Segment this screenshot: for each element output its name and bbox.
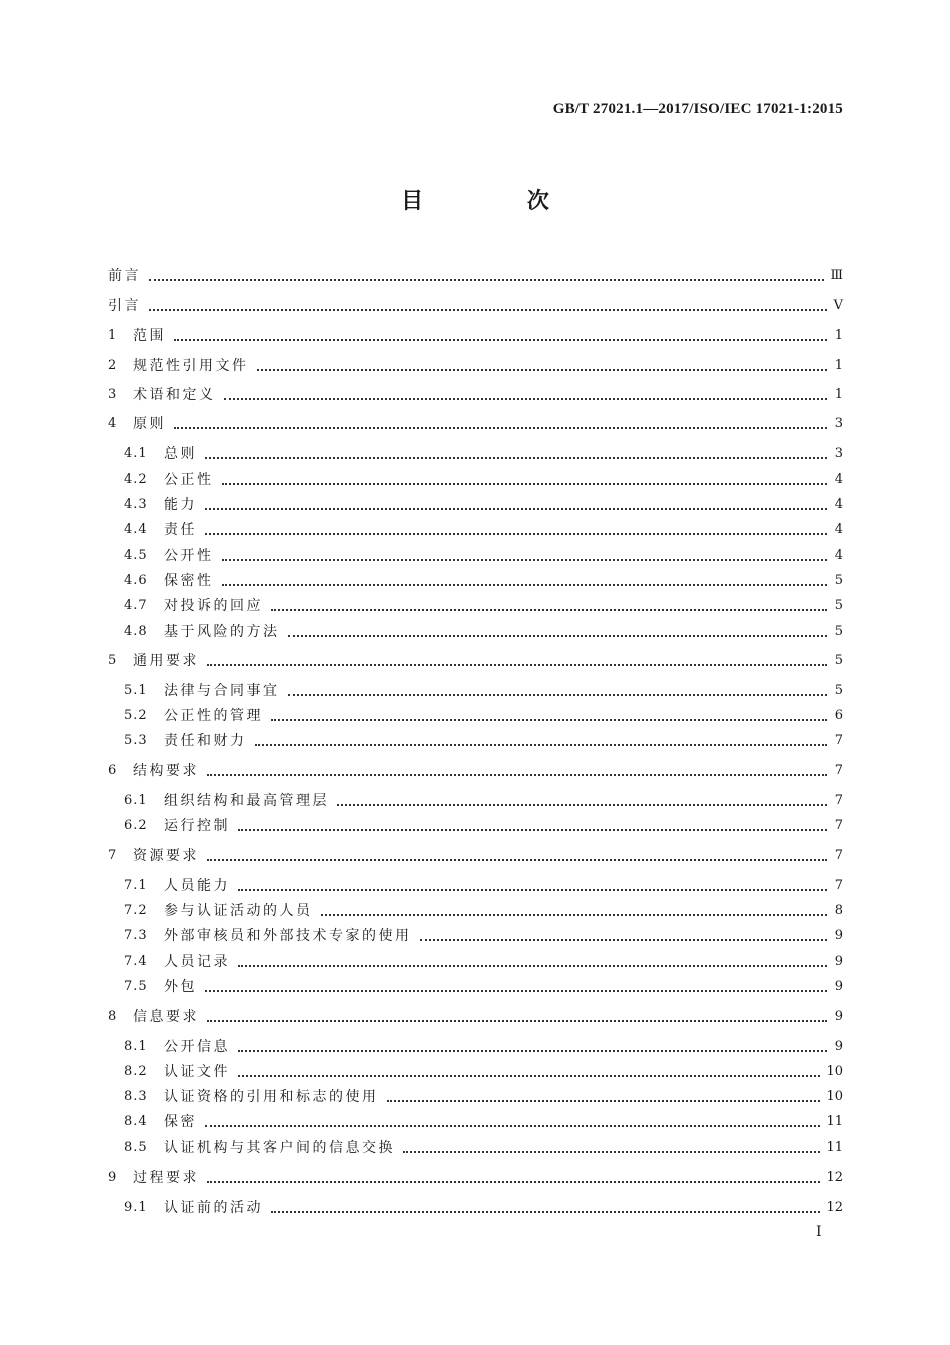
toc-entry-label: 总则 bbox=[164, 446, 197, 462]
toc-leader-dots bbox=[205, 1124, 820, 1127]
toc-entry[interactable] bbox=[124, 546, 843, 566]
toc-entry-label: 责任 bbox=[164, 522, 197, 538]
toc-entry-page: 3 bbox=[834, 446, 843, 461]
toc-entry-number: 8.5 bbox=[124, 1140, 148, 1155]
toc-entry-page: 7 bbox=[834, 733, 843, 748]
toc-entry-label: 人员记录 bbox=[164, 954, 230, 970]
toc-leader-dots bbox=[207, 773, 827, 776]
toc-entry[interactable] bbox=[124, 901, 843, 921]
page-title: 目 次 bbox=[401, 189, 597, 214]
toc-leader-dots bbox=[149, 308, 827, 311]
toc-leader-dots bbox=[288, 693, 828, 696]
toc-entry-page: 4 bbox=[834, 472, 843, 487]
toc-leader-dots bbox=[205, 507, 827, 510]
toc-entry[interactable] bbox=[108, 846, 843, 866]
toc-entry[interactable] bbox=[124, 1138, 843, 1158]
toc-entry-number: 4.5 bbox=[124, 548, 148, 563]
toc-entry[interactable] bbox=[124, 1087, 843, 1107]
toc-entry-number: 5.1 bbox=[124, 683, 148, 698]
toc-leader-dots bbox=[403, 1150, 820, 1153]
toc-entry-label: 责任和财力 bbox=[164, 733, 247, 749]
toc-entry[interactable] bbox=[124, 596, 843, 616]
toc-entry-number: 7.5 bbox=[124, 979, 148, 994]
toc-leader-dots bbox=[207, 663, 827, 666]
toc-leader-dots bbox=[222, 583, 828, 586]
toc-entry-number: 8 bbox=[108, 1009, 118, 1024]
toc-entry[interactable] bbox=[124, 681, 843, 701]
toc-entry-page: 4 bbox=[834, 522, 843, 537]
toc-entry[interactable] bbox=[124, 876, 843, 896]
toc-entry-number: 6.2 bbox=[124, 818, 148, 833]
toc-entry-label: 公正性 bbox=[164, 472, 214, 488]
toc-entry-page: 1 bbox=[834, 387, 843, 402]
toc-entry-label: 基于风险的方法 bbox=[164, 624, 280, 640]
toc-entry-label: 法律与合同事宜 bbox=[164, 683, 280, 699]
toc-entry[interactable] bbox=[124, 1037, 843, 1057]
toc-leader-dots bbox=[387, 1099, 821, 1102]
toc-entry-number: 7.4 bbox=[124, 954, 148, 969]
toc-entry-page: 11 bbox=[826, 1114, 843, 1129]
toc-entry-number: 7.2 bbox=[124, 903, 148, 918]
toc-entry-label: 参与认证活动的人员 bbox=[164, 903, 313, 919]
toc-entry-number: 5.2 bbox=[124, 708, 148, 723]
toc-entry-number: 8.2 bbox=[124, 1064, 148, 1079]
toc-entry-number: 8.3 bbox=[124, 1089, 148, 1104]
toc-leader-dots bbox=[337, 803, 827, 806]
toc-entry-number: 7.3 bbox=[124, 928, 148, 943]
toc-entry-number: 9 bbox=[108, 1170, 118, 1185]
toc-entry-label: 能力 bbox=[164, 497, 197, 513]
toc-entry-page: 5 bbox=[834, 573, 843, 588]
toc-entry[interactable] bbox=[124, 1062, 843, 1082]
toc-entry-page: 12 bbox=[826, 1200, 843, 1215]
toc-entry[interactable] bbox=[124, 1198, 843, 1218]
toc-entry-page: 9 bbox=[834, 1009, 843, 1024]
toc-entry-page: 4 bbox=[834, 548, 843, 563]
toc-entry-label: 外包 bbox=[164, 979, 197, 995]
toc-entry-page: 9 bbox=[834, 1039, 843, 1054]
toc-entry[interactable] bbox=[124, 952, 843, 972]
toc-leader-dots bbox=[255, 743, 828, 746]
toc-entry[interactable] bbox=[124, 444, 843, 464]
toc-entry-page: 1 bbox=[834, 358, 843, 373]
toc-leader-dots bbox=[149, 278, 824, 281]
toc-entry-label: 原则 bbox=[133, 416, 166, 432]
toc-entry-label: 引言 bbox=[108, 298, 141, 314]
toc-leader-dots bbox=[174, 426, 827, 429]
toc-leader-dots bbox=[222, 482, 828, 485]
toc-leader-dots bbox=[271, 1210, 820, 1213]
toc-entry-label: 运行控制 bbox=[164, 818, 230, 834]
toc-entry[interactable] bbox=[124, 520, 843, 540]
toc-entry[interactable] bbox=[108, 1168, 843, 1188]
toc-entry-page: 5 bbox=[834, 653, 843, 668]
toc-entry-label: 认证文件 bbox=[164, 1064, 230, 1080]
toc-entry-number: 5.3 bbox=[124, 733, 148, 748]
toc-entry[interactable] bbox=[124, 470, 843, 490]
toc-leader-dots bbox=[238, 1074, 820, 1077]
toc-entry[interactable] bbox=[108, 266, 843, 286]
toc-entry-number: 4.6 bbox=[124, 573, 148, 588]
toc-entry-label: 结构要求 bbox=[133, 763, 199, 779]
toc-entry[interactable] bbox=[108, 296, 843, 316]
toc-entry-number: 4.2 bbox=[124, 472, 148, 487]
toc-entry-number: 6 bbox=[108, 763, 118, 778]
toc-leader-dots bbox=[207, 1180, 820, 1183]
toc-entry-page: 10 bbox=[826, 1064, 843, 1079]
toc-entry-page: 9 bbox=[834, 928, 843, 943]
toc-entry-label: 规范性引用文件 bbox=[133, 358, 249, 374]
toc-leader-dots bbox=[238, 964, 827, 967]
toc-entry-page: 7 bbox=[834, 818, 843, 833]
toc-entry-label: 过程要求 bbox=[133, 1170, 199, 1186]
toc-leader-dots bbox=[321, 913, 828, 916]
toc-leader-dots bbox=[238, 1049, 827, 1052]
toc-entry-label: 前言 bbox=[108, 268, 141, 284]
toc-entry[interactable] bbox=[124, 622, 843, 642]
toc-entry-label: 外部审核员和外部技术专家的使用 bbox=[164, 928, 412, 944]
toc-entry-page: 5 bbox=[834, 683, 843, 698]
toc-entry-number: 7 bbox=[108, 848, 118, 863]
toc-entry-page: 12 bbox=[826, 1170, 843, 1185]
toc-entry[interactable] bbox=[124, 977, 843, 997]
toc-leader-dots bbox=[205, 989, 827, 992]
toc-entry-page: 9 bbox=[834, 979, 843, 994]
toc-leader-dots bbox=[205, 532, 827, 535]
toc-leader-dots bbox=[207, 1019, 827, 1022]
toc-leader-dots bbox=[238, 888, 827, 891]
toc-entry-label: 认证资格的引用和标志的使用 bbox=[164, 1089, 379, 1105]
toc-entry-page: 8 bbox=[834, 903, 843, 918]
toc-entry-number: 5 bbox=[108, 653, 118, 668]
toc-entry[interactable] bbox=[108, 414, 843, 434]
toc-entry-label: 资源要求 bbox=[133, 848, 199, 864]
toc-entry-page: 9 bbox=[834, 954, 843, 969]
toc-entry-label: 公开性 bbox=[164, 548, 214, 564]
toc-entry[interactable] bbox=[108, 761, 843, 781]
toc-entry-number: 3 bbox=[108, 387, 118, 402]
toc-entry-number: 6.1 bbox=[124, 793, 148, 808]
toc-entry-page: 7 bbox=[834, 848, 843, 863]
toc-entry[interactable] bbox=[108, 651, 843, 671]
toc-entry-label: 认证机构与其客户间的信息交换 bbox=[164, 1140, 395, 1156]
toc-leader-dots bbox=[207, 858, 827, 861]
toc-entry[interactable] bbox=[124, 731, 843, 751]
toc-entry[interactable] bbox=[124, 495, 843, 515]
toc-entry-label: 通用要求 bbox=[133, 653, 199, 669]
toc-entry-page: 5 bbox=[834, 598, 843, 613]
toc-leader-dots bbox=[205, 456, 827, 459]
toc-entry-number: 4.3 bbox=[124, 497, 148, 512]
toc-entry-number: 9.1 bbox=[124, 1200, 148, 1215]
toc-entry-label: 组织结构和最高管理层 bbox=[164, 793, 329, 809]
toc-entry-number: 8.1 bbox=[124, 1039, 148, 1054]
toc-leader-dots bbox=[174, 338, 827, 341]
toc-entry-number: 4.8 bbox=[124, 624, 148, 639]
toc-entry-number: 1 bbox=[108, 328, 118, 343]
toc-entry[interactable] bbox=[108, 1007, 843, 1027]
toc-entry-number: 4.7 bbox=[124, 598, 148, 613]
toc-entry-page: Ⅴ bbox=[833, 298, 843, 313]
toc-entry-label: 保密 bbox=[164, 1114, 197, 1130]
toc-leader-dots bbox=[222, 558, 828, 561]
toc-entry-page: 4 bbox=[834, 497, 843, 512]
toc-entry-page: 3 bbox=[834, 416, 843, 431]
toc-entry-number: 8.4 bbox=[124, 1114, 148, 1129]
toc-entry-number: 4.1 bbox=[124, 446, 148, 461]
toc-entry-page: 11 bbox=[826, 1140, 843, 1155]
toc-entry[interactable] bbox=[108, 326, 843, 346]
toc-leader-dots bbox=[288, 634, 828, 637]
toc-entry-number: 4 bbox=[108, 416, 118, 431]
toc-leader-dots bbox=[257, 368, 828, 371]
toc-leader-dots bbox=[271, 608, 827, 611]
toc-entry-label: 公开信息 bbox=[164, 1039, 230, 1055]
toc-entry-number: 2 bbox=[108, 358, 118, 373]
toc-entry-label: 保密性 bbox=[164, 573, 214, 589]
toc-leader-dots bbox=[224, 397, 828, 400]
toc-entry-label: 认证前的活动 bbox=[164, 1200, 263, 1216]
toc-entry-page: 7 bbox=[834, 793, 843, 808]
toc-entry[interactable] bbox=[108, 356, 843, 376]
toc-entry-page: Ⅲ bbox=[830, 268, 843, 283]
page-number: Ⅰ bbox=[816, 1224, 822, 1240]
toc-leader-dots bbox=[271, 718, 827, 721]
toc-entry-label: 范围 bbox=[133, 328, 166, 344]
toc-entry[interactable] bbox=[124, 816, 843, 836]
toc-entry-page: 10 bbox=[826, 1089, 843, 1104]
toc-entry[interactable] bbox=[124, 706, 843, 726]
toc-entry[interactable] bbox=[108, 385, 843, 405]
toc-entry-number: 4.4 bbox=[124, 522, 148, 537]
toc-leader-dots bbox=[420, 938, 828, 941]
toc-entry-page: 7 bbox=[834, 763, 843, 778]
standard-code: GB/T 27021.1—2017/ISO/IEC 17021-1:2015 bbox=[552, 101, 843, 117]
toc-entry-label: 信息要求 bbox=[133, 1009, 199, 1025]
toc-entry-page: 5 bbox=[834, 624, 843, 639]
toc-entry-label: 公正性的管理 bbox=[164, 708, 263, 724]
toc-entry[interactable] bbox=[124, 1112, 843, 1132]
toc-entry-page: 1 bbox=[834, 328, 843, 343]
toc-entry-page: 6 bbox=[834, 708, 843, 723]
toc-entry[interactable] bbox=[124, 791, 843, 811]
toc-entry[interactable] bbox=[124, 571, 843, 591]
toc-entry-label: 术语和定义 bbox=[133, 387, 216, 403]
toc-entry-page: 7 bbox=[834, 878, 843, 893]
toc-entry-label: 对投诉的回应 bbox=[164, 598, 263, 614]
toc-entry[interactable] bbox=[124, 926, 843, 946]
toc-leader-dots bbox=[238, 828, 827, 831]
toc-entry-number: 7.1 bbox=[124, 878, 148, 893]
toc-entry-label: 人员能力 bbox=[164, 878, 230, 894]
